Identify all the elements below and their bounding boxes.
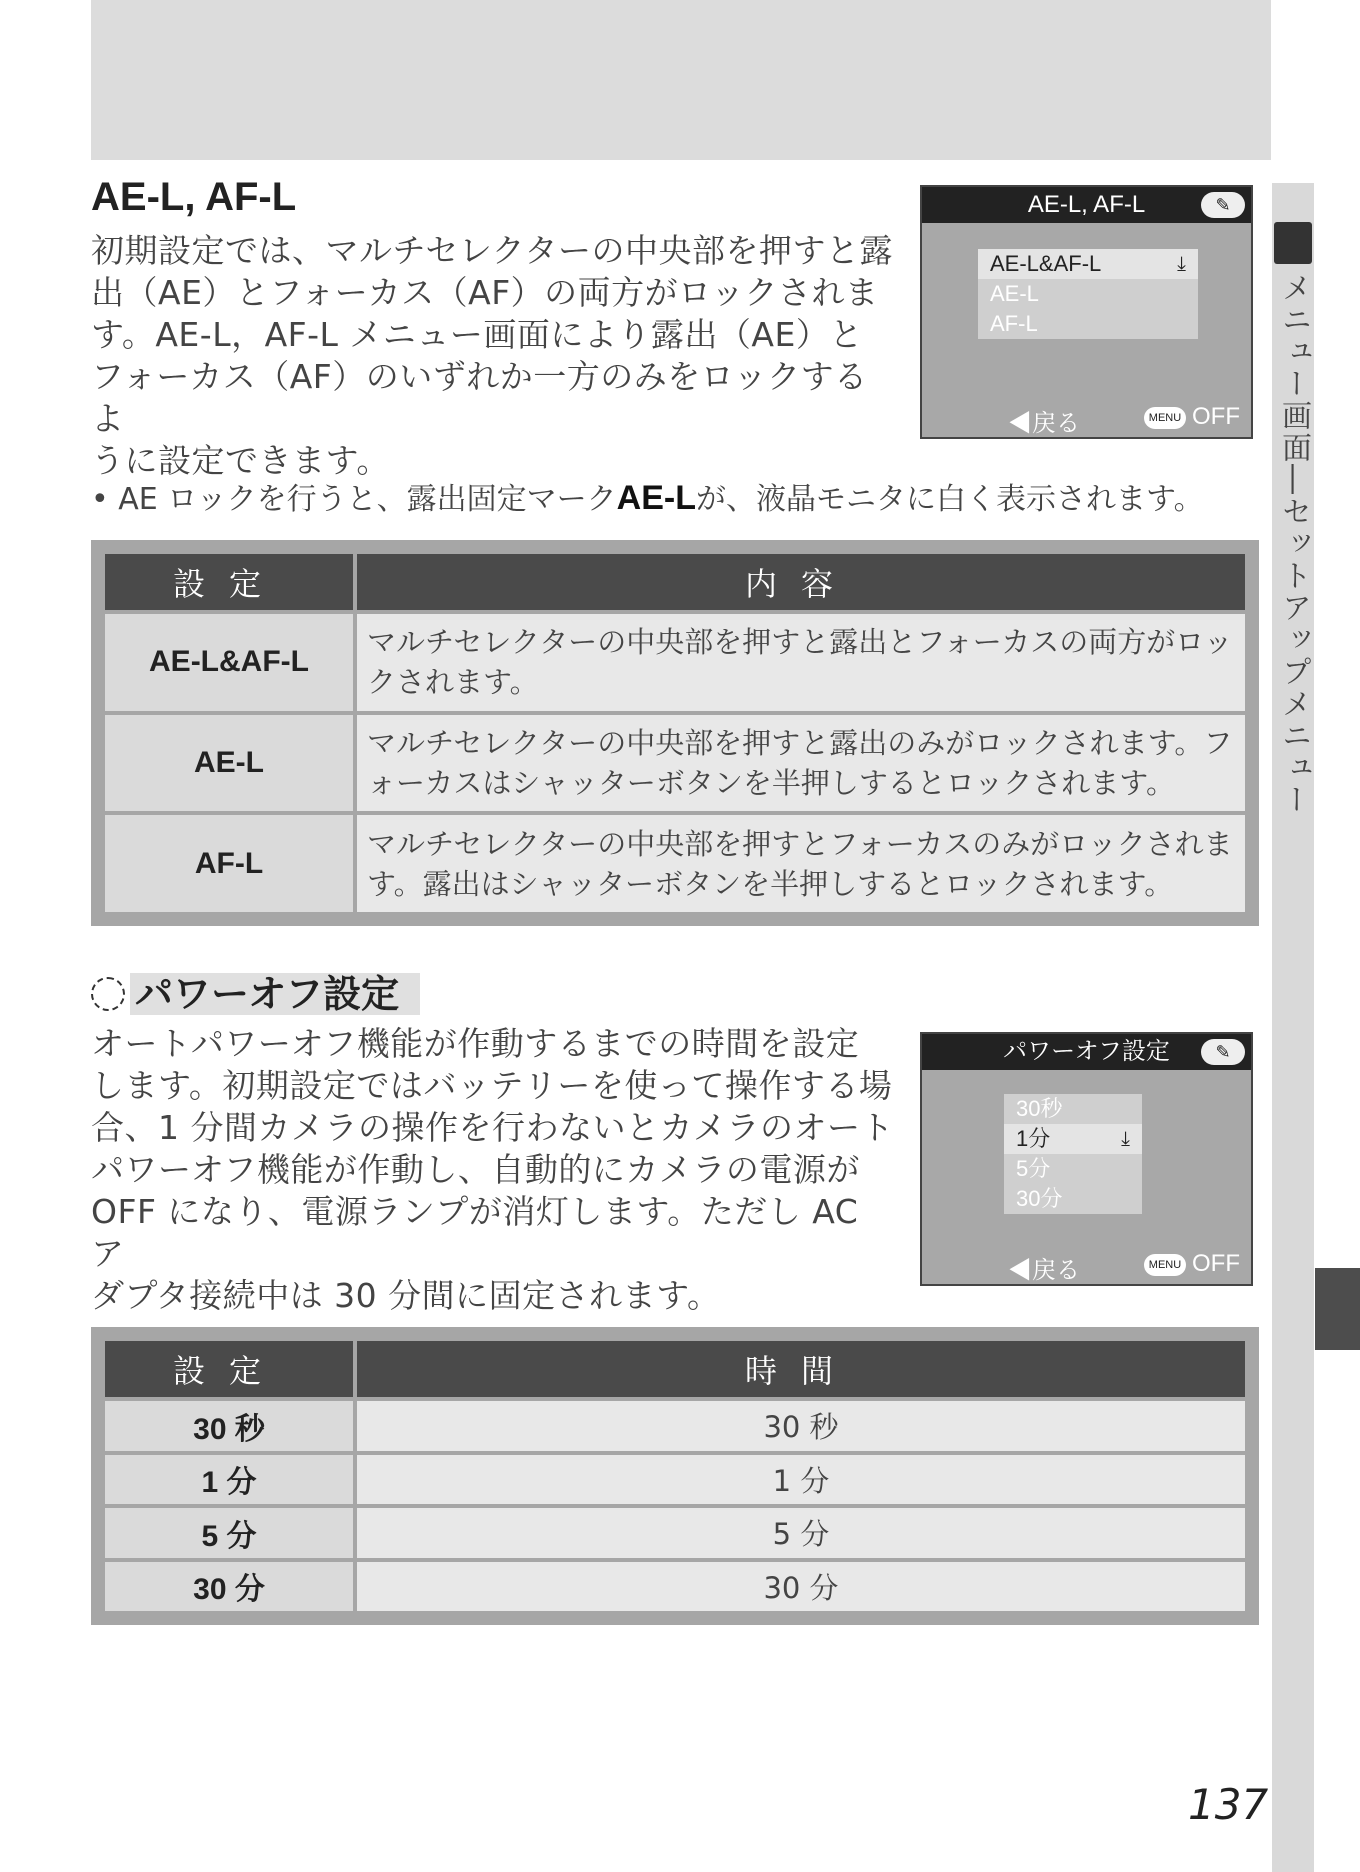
selected-mark-icon: ⤓ <box>1121 1128 1130 1150</box>
table-row <box>105 1562 1245 1612</box>
menu-button-icon: MENU <box>1144 407 1186 429</box>
table-header: 設定 <box>105 554 353 610</box>
table-row <box>105 1401 1245 1451</box>
screen-footer <box>922 1246 1251 1282</box>
table-value-cell: 5 分 <box>357 1508 1245 1558</box>
table-row <box>105 1455 1245 1505</box>
menu-button-icon: MENU <box>1144 1254 1186 1276</box>
screen-title: パワーオフ設定 <box>1003 1038 1170 1065</box>
table-desc-cell: マルチセレクターの中央部を押すと露出とフォーカスの両方がロックされます。 <box>357 614 1245 711</box>
table-header: 設定 <box>105 1341 353 1397</box>
section-title-ael-afl: AE-L, AF-L <box>91 175 297 219</box>
table-desc-cell: マルチセレクターの中央部を押すと露出のみがロックされます。フォーカスはシャッターボタンを半押しするとロックされます。 <box>357 715 1245 812</box>
menu-item[interactable]: AE-L <box>990 281 1039 306</box>
table-key-cell: AE-L&AF-L <box>105 614 353 711</box>
off-label: OFF <box>1192 1250 1240 1277</box>
table-row <box>105 715 1245 812</box>
section-paragraph-ael-afl: 初期設定では、マルチセレクターの中央部を押すと露 出（AE）とフォーカス（AF）の両方がロックされま す。AE-L，AF-L メニュー画面により露出（AE）と フォーカス（AF）のいずれか一方のみをロックするよ うに設定できます。 <box>91 231 894 480</box>
note-bullet: • AE ロックを行うと、露出固定マークAE-Lが、液晶モニタに白く表示されます。 <box>91 479 1204 517</box>
screen-header <box>922 187 1251 223</box>
setup-wrench-icon <box>1274 222 1312 264</box>
table-row <box>105 1508 1245 1558</box>
back-label: ◀戻る <box>1008 410 1080 437</box>
header-band <box>91 0 1271 160</box>
menu-item[interactable]: 30秒 <box>1016 1096 1063 1121</box>
section-paragraph-power-off: オートパワーオフ機能が作動するまでの時間を設定 します。初期設定ではバッテリーを使って操作する場 合、1 分間カメラの操作を行わないとカメラのオート パワーオフ機能が作動し、自動的にカメラの電源が OFF になり、電源ランプが消灯します。ただし AC ア ダプタ接続中は 30 分間に固定されます。 <box>91 1024 894 1315</box>
back-label: ◀戻る <box>1008 1257 1080 1284</box>
table-row <box>105 614 1245 711</box>
sidebar-label: メニュー画面―セットアップメニュー <box>1276 272 1311 816</box>
table-header: 内容 <box>357 554 1245 610</box>
timer-icon <box>91 977 125 1011</box>
screen-menu-list <box>1004 1094 1142 1214</box>
menu-item[interactable]: 30分 <box>1016 1186 1063 1211</box>
table-key-cell: 30 分 <box>105 1562 353 1612</box>
wrench-icon: ✎ <box>1201 192 1245 218</box>
off-label: OFF <box>1192 403 1240 430</box>
page-number: 137 <box>1188 1780 1269 1829</box>
table-key-cell: AF-L <box>105 815 353 912</box>
section-title-power-off: パワーオフ設定 <box>91 963 399 1018</box>
screen-header <box>922 1034 1251 1070</box>
menu-item[interactable]: AF-L <box>990 311 1038 336</box>
selected-mark-icon: ⤓ <box>1177 253 1186 275</box>
table-key-cell: 1 分 <box>105 1455 353 1505</box>
screen-menu-list <box>978 249 1198 339</box>
settings-table-ael-afl <box>91 540 1259 926</box>
table-value-cell: 1 分 <box>357 1455 1245 1505</box>
screen-title: AE-L, AF-L <box>1027 191 1146 218</box>
chapter-tab <box>1315 1268 1360 1350</box>
table-row <box>105 815 1245 912</box>
table-value-cell: 30 分 <box>357 1562 1245 1612</box>
ael-mark: AE-L <box>616 479 696 517</box>
table-key-cell: AE-L <box>105 715 353 812</box>
menu-item[interactable]: AE-L&AF-L ⤓ <box>978 249 1198 279</box>
table-key-cell: 30 秒 <box>105 1401 353 1451</box>
table-key-cell: 5 分 <box>105 1508 353 1558</box>
settings-table-power-off <box>91 1327 1259 1625</box>
wrench-icon: ✎ <box>1201 1039 1245 1065</box>
screen-footer <box>922 399 1251 435</box>
table-desc-cell: マルチセレクターの中央部を押すとフォーカスのみがロックされます。露出はシャッターボタンを半押しするとロックされます。 <box>357 815 1245 912</box>
camera-screen-ael-afl <box>920 185 1253 439</box>
menu-item[interactable]: 1分 ⤓ <box>1004 1124 1142 1154</box>
camera-screen-power-off <box>920 1032 1253 1286</box>
menu-item[interactable]: 5分 <box>1016 1156 1051 1181</box>
table-value-cell: 30 秒 <box>357 1401 1245 1451</box>
table-header: 時間 <box>357 1341 1245 1397</box>
